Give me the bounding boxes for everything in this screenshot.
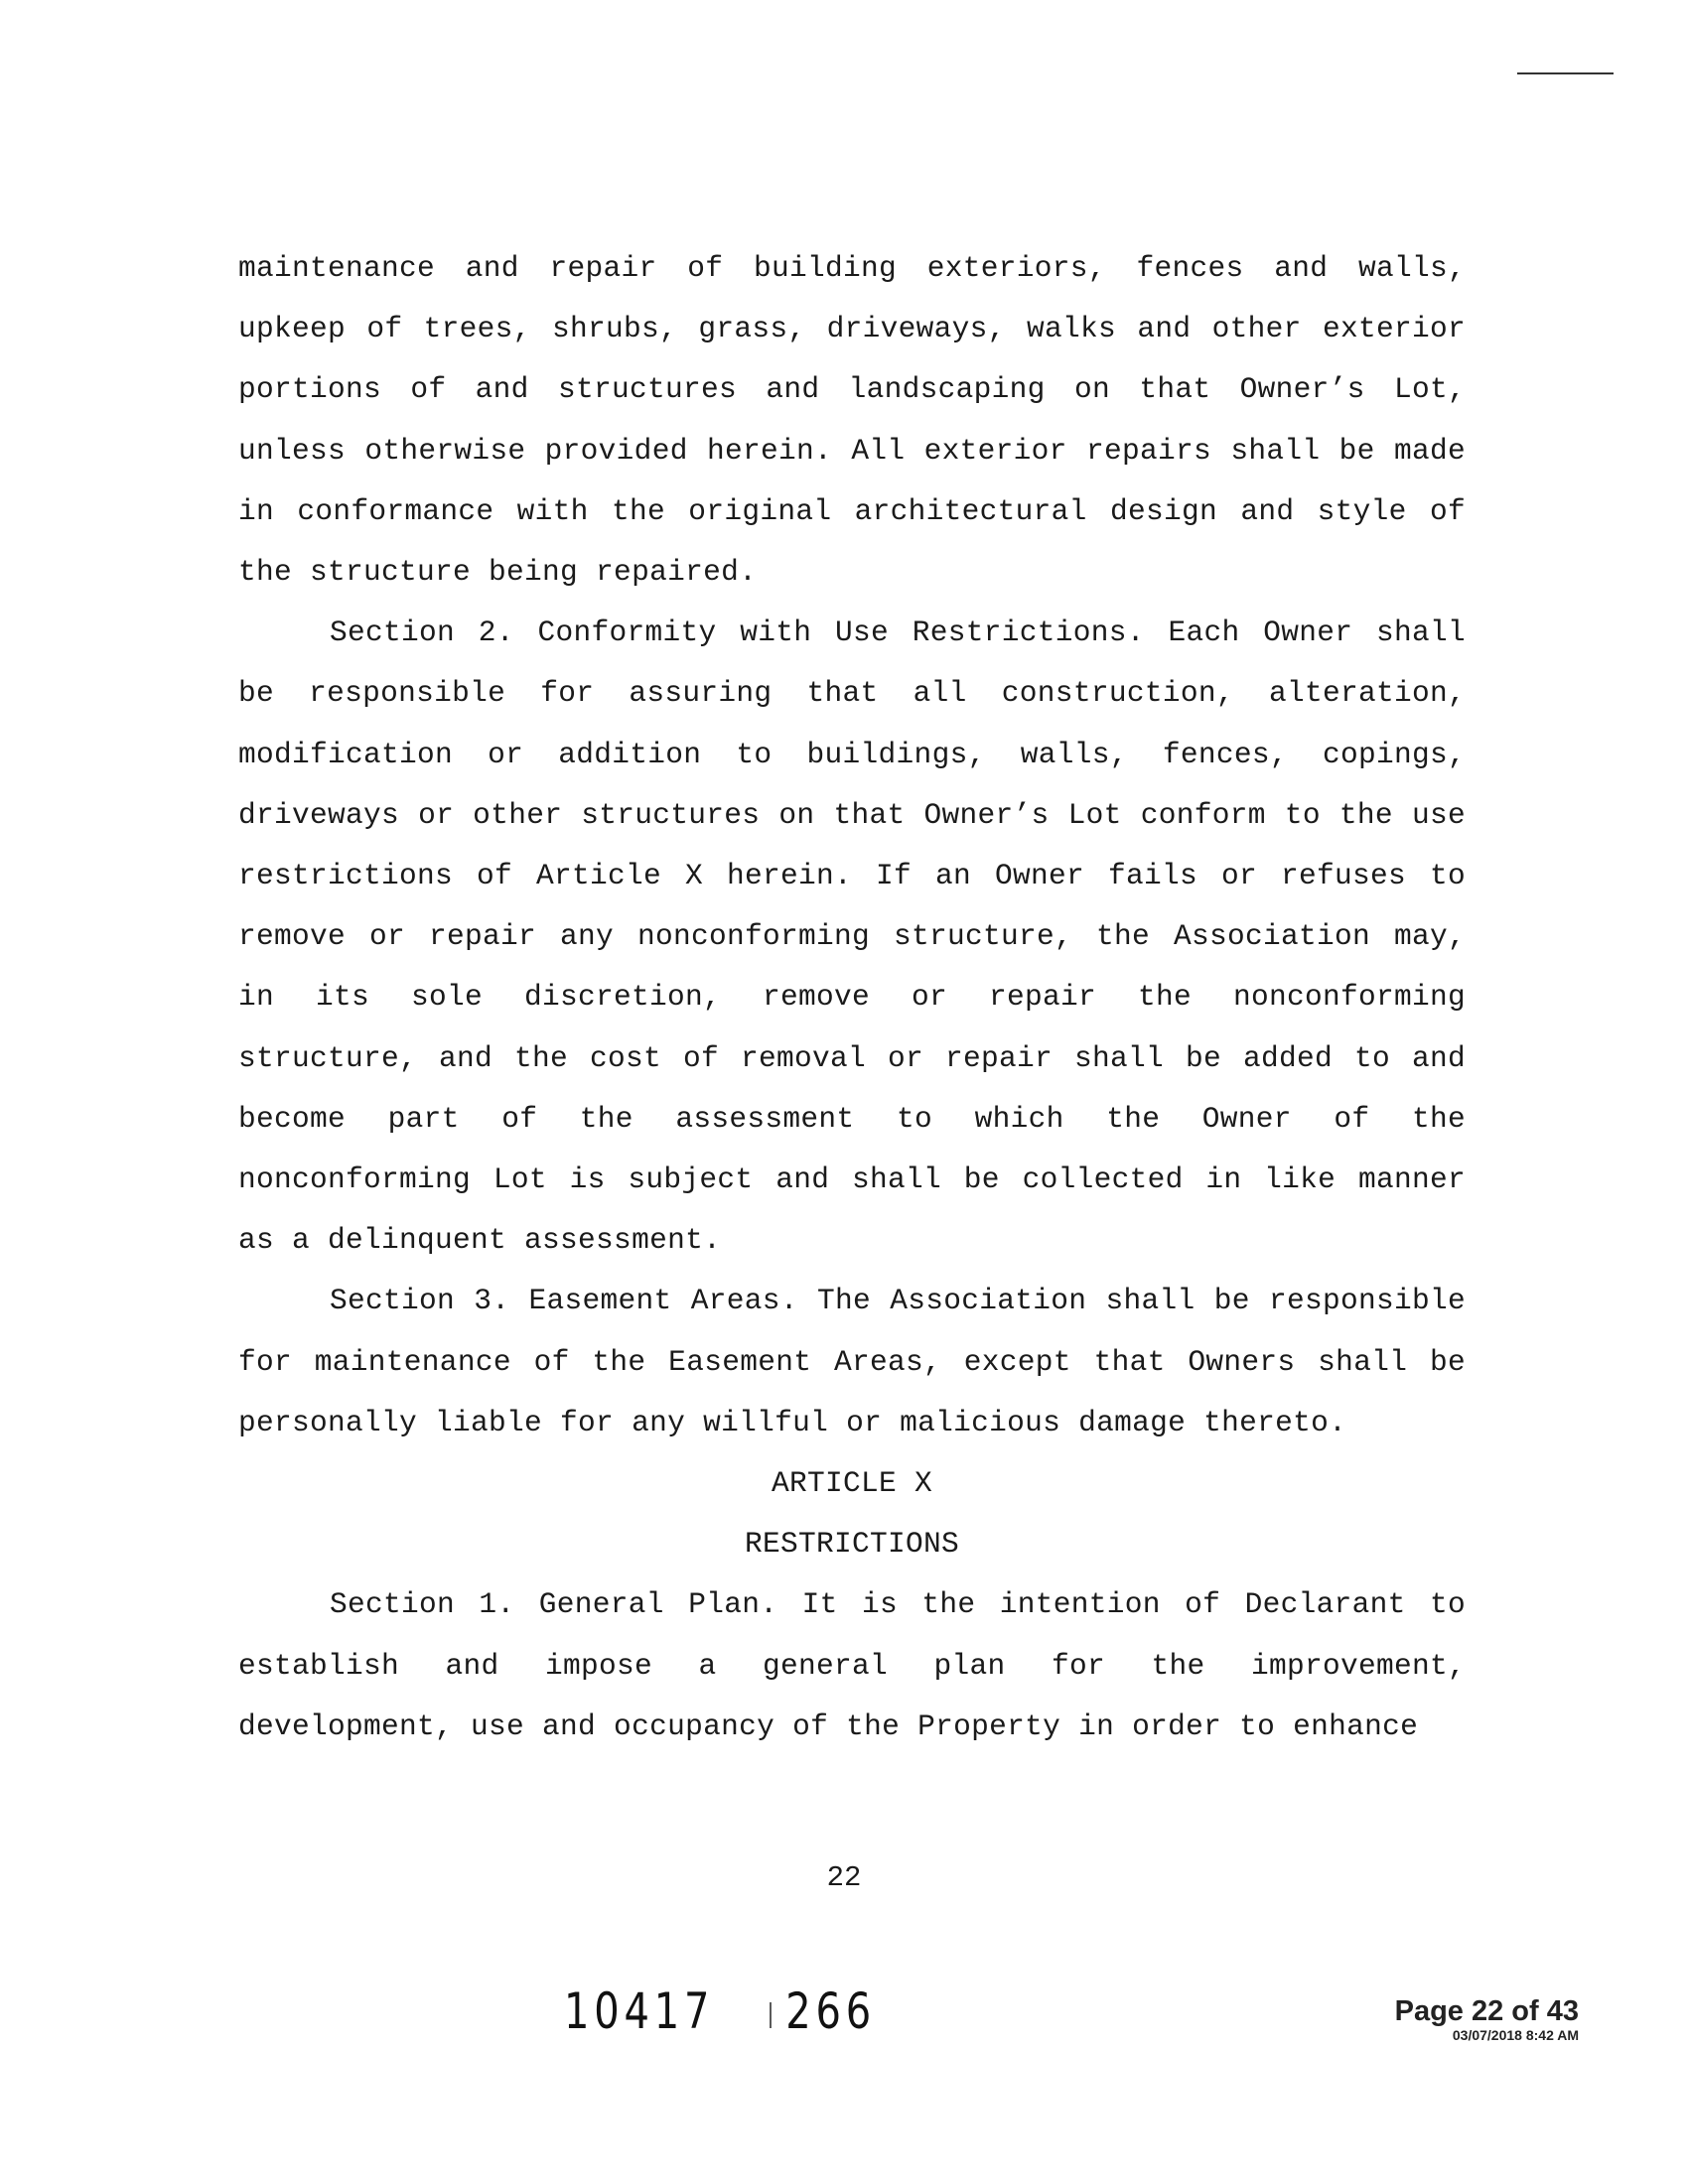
paragraph-section-3-easement: Section 3. Easement Areas. The Association shall be responsible for maintenance of the Easement Areas, except that Owners shall be personally liable for any willful or malicious damage thereto. bbox=[238, 1284, 1466, 1439]
book-number: 10417 bbox=[564, 1982, 715, 2040]
article-number-heading: ARTICLE X bbox=[771, 1466, 933, 1501]
stamp-page-count: Page 22 of 43 bbox=[1394, 1995, 1579, 2027]
article-title-heading: RESTRICTIONS bbox=[744, 1527, 960, 1562]
document-body bbox=[238, 238, 1466, 1757]
paragraph-section-2-conformity: Section 2. Conformity with Use Restrictions. Each Owner shall be responsible for assuring that all construction, alteration, modification or addition to buildings, walls, fences, copings, driveways or other structures on that Owner’s Lot conform to the use restrictions of Article X herein. If an Owner fails or refuses to remove or repair any nonconforming structure, the Association may, in its sole discretion, remove or repair the nonconforming structure, and the cost of removal or repair shall be added to and become part of the assessment to which the Owner of the nonconforming Lot is subject and shall be collected in like manner as a delinquent assessment. bbox=[238, 615, 1466, 1258]
page-number: 22 bbox=[826, 1861, 862, 1894]
paragraph-maintenance: maintenance and repair of building exteriors, fences and walls, upkeep of trees, shrubs, grass, driveways, walks and other exterior portions of and structures and landscaping on that Owner’s Lot, unless otherwise provided herein. All exterior repairs shall be made in conformance with the original architectural design and style of the structure being repaired. bbox=[238, 251, 1466, 590]
recording-stamp bbox=[1395, 1995, 1579, 2043]
book-separator bbox=[770, 2002, 772, 2028]
book-page-number: 266 bbox=[785, 1982, 876, 2040]
paragraph-section-1-general-plan: Section 1. General Plan. It is the intention of Declarant to establish and impose a general plan for the improvement, development, use and occupancy of the Property in order to enhance bbox=[238, 1587, 1466, 1743]
top-rule bbox=[1517, 72, 1614, 74]
stamp-date: 03/07/2018 8:42 AM bbox=[1452, 2027, 1579, 2043]
book-page-reference bbox=[564, 1982, 876, 2040]
